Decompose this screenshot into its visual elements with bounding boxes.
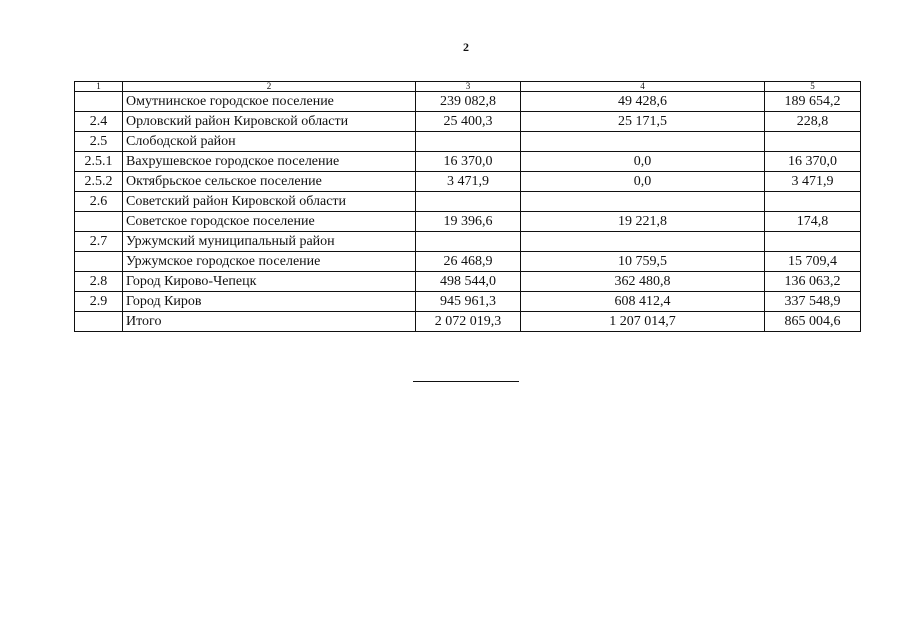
row-name: Советский район Кировской области <box>123 192 416 212</box>
row-name: Город Кирово-Чепецк <box>123 272 416 292</box>
row-number <box>75 252 123 272</box>
row-col-5: 174,8 <box>765 212 861 232</box>
row-col-4 <box>521 192 765 212</box>
row-name: Уржумское городское поселение <box>123 252 416 272</box>
row-name: Орловский район Кировской области <box>123 112 416 132</box>
row-name: Вахрушевское городское поселение <box>123 152 416 172</box>
row-number: 2.6 <box>75 192 123 212</box>
row-col-4: 0,0 <box>521 152 765 172</box>
table-row <box>75 152 861 172</box>
row-col-5: 337 548,9 <box>765 292 861 312</box>
row-col-3 <box>416 192 521 212</box>
row-col-3: 19 396,6 <box>416 212 521 232</box>
row-number: 2.5.2 <box>75 172 123 192</box>
row-col-3: 945 961,3 <box>416 292 521 312</box>
table-row <box>75 172 861 192</box>
row-number: 2.4 <box>75 112 123 132</box>
row-name: Советское городское поселение <box>123 212 416 232</box>
row-col-4: 10 759,5 <box>521 252 765 272</box>
row-col-3: 239 082,8 <box>416 92 521 112</box>
row-name: Октябрьское сельское поселение <box>123 172 416 192</box>
row-col-3: 3 471,9 <box>416 172 521 192</box>
header-row <box>75 82 861 92</box>
row-col-5: 15 709,4 <box>765 252 861 272</box>
row-col-3: 26 468,9 <box>416 252 521 272</box>
row-name: Уржумский муниципальный район <box>123 232 416 252</box>
row-col-3 <box>416 232 521 252</box>
row-name: Слободской район <box>123 132 416 152</box>
table-row <box>75 192 861 212</box>
row-col-5 <box>765 132 861 152</box>
row-col-5 <box>765 192 861 212</box>
row-col-5 <box>765 232 861 252</box>
row-col-4 <box>521 232 765 252</box>
row-number <box>75 92 123 112</box>
total-col-5: 865 004,6 <box>765 312 861 332</box>
row-col-5: 228,8 <box>765 112 861 132</box>
row-col-4: 25 171,5 <box>521 112 765 132</box>
row-col-4 <box>521 132 765 152</box>
header-col-5: 5 <box>765 82 861 92</box>
row-number: 2.8 <box>75 272 123 292</box>
row-col-3: 25 400,3 <box>416 112 521 132</box>
row-number: 2.5.1 <box>75 152 123 172</box>
table-body <box>75 92 861 332</box>
row-col-5: 136 063,2 <box>765 272 861 292</box>
row-name: Город Киров <box>123 292 416 312</box>
row-number: 2.7 <box>75 232 123 252</box>
header-col-3: 3 <box>416 82 521 92</box>
row-col-4: 608 412,4 <box>521 292 765 312</box>
row-col-3: 16 370,0 <box>416 152 521 172</box>
header-col-1: 1 <box>75 82 123 92</box>
table-row <box>75 132 861 152</box>
total-label: Итого <box>123 312 416 332</box>
total-row <box>75 312 861 332</box>
row-col-4: 0,0 <box>521 172 765 192</box>
table-row <box>75 92 861 112</box>
row-col-3 <box>416 132 521 152</box>
table-row <box>75 292 861 312</box>
table-row <box>75 212 861 232</box>
row-col-5: 3 471,9 <box>765 172 861 192</box>
table-row <box>75 232 861 252</box>
table-row <box>75 272 861 292</box>
end-of-document-rule <box>413 381 519 382</box>
row-col-4: 362 480,8 <box>521 272 765 292</box>
row-number: 2.9 <box>75 292 123 312</box>
row-col-4: 19 221,8 <box>521 212 765 232</box>
table-row <box>75 112 861 132</box>
header-col-4: 4 <box>521 82 765 92</box>
row-name: Омутнинское городское поселение <box>123 92 416 112</box>
total-col-3: 2 072 019,3 <box>416 312 521 332</box>
row-number <box>75 312 123 332</box>
row-number <box>75 212 123 232</box>
row-number: 2.5 <box>75 132 123 152</box>
table-row <box>75 252 861 272</box>
page-number: 2 <box>463 40 469 54</box>
budget-table <box>74 81 861 332</box>
row-col-5: 189 654,2 <box>765 92 861 112</box>
total-col-4: 1 207 014,7 <box>521 312 765 332</box>
table-header <box>75 82 861 92</box>
row-col-5: 16 370,0 <box>765 152 861 172</box>
row-col-3: 498 544,0 <box>416 272 521 292</box>
row-col-4: 49 428,6 <box>521 92 765 112</box>
header-col-2: 2 <box>123 82 416 92</box>
